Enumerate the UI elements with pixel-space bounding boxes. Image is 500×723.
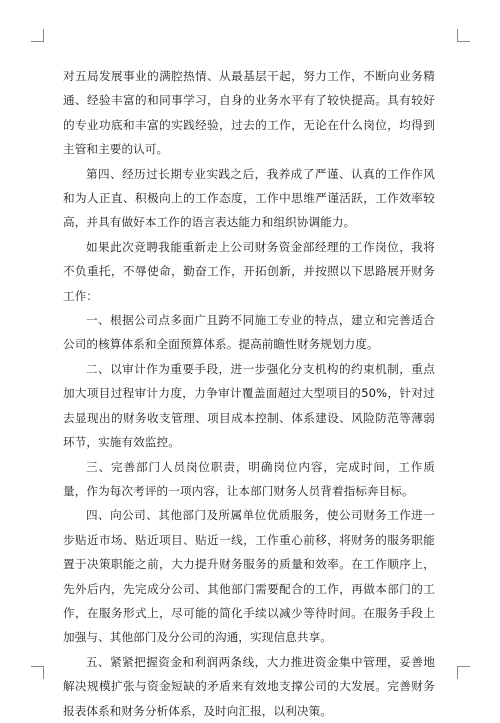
paragraph-fourth-point: 第四、经历过长期专业实践之后，我养成了严谨、认真的工作作风和为人正直、积极向上的工作态度，工作中思维严谨活跃，工作效率较高，并具有做好本工作的语言表达能力和组织协调能力。 xyxy=(63,166,435,230)
paragraph-continuation: 对五局发展事业的满腔热情、从最基层干起，努力工作，不断向业务精通、经验丰富的和同事学习，自身的业务水平有了较快提高。具有较好的专业功底和丰富的实践经验，过去的工作，无论在什么岗位，均得到主管和主要的认可。 xyxy=(63,69,435,157)
crop-mark-bottom-right xyxy=(457,666,470,679)
paragraph-intro-plan: 如果此次竞聘我能重新走上公司财务资金部经理的工作岗位，我将不负重托，不辱使命，勤奋工作，开拓创新，并按照以下思路展开财务工作： xyxy=(63,239,435,303)
crop-mark-top-left xyxy=(31,29,44,42)
document-body xyxy=(63,64,435,723)
paragraph-plan-1: 一、根据公司点多面广且跨不同施工专业的特点，建立和完善适合公司的核算体系和全面预算体系。提高前瞻性财务规划力度。 xyxy=(63,313,435,352)
paragraph-plan-2: 二、以审计作为重要手段，进一步强化分支机构的约束机制，重点加大项目过程审计力度，力争审计覆盖面超过大型项目的50%，针对过去显现出的财务收支管理、项目成本控制、体系建设、风险防范等薄弱环节，实施有效监控。 xyxy=(63,361,435,450)
paragraph-plan-5: 五、紧紧把握资金和利润两条线，大力推进资金集中管理，妥善地解决规模扩张与资金短缺的矛盾来有效地支撑公司的大发展。完善财务报表体系和财务分析体系，及时向汇报，以利决策。 xyxy=(63,654,435,718)
crop-mark-top-right xyxy=(457,29,470,42)
crop-mark-bottom-left xyxy=(31,666,44,679)
paragraph-plan-3: 三、完善部门人员岗位职责，明确岗位内容，完成时间，工作质量，作为每次考评的一项内容，让本部门财务人员背着指标奔目标。 xyxy=(63,459,435,498)
paragraph-plan-4: 四、向公司、其他部门及所属单位优质服务，使公司财务工作进一步贴近市场、贴近项目、贴近一线，工作重心前移，将财务的服务职能置于决策职能之前，大力提升财务服务的质量和效率。在工作顺序上，先外后内，先完成分公司、其他部门需要配合的工作，再做本部门的工作，在服务形式上，尽可能的简化手续以减少等待时间。在服务手段上加强与、其他部门及分公司的沟通，实现信息共享。 xyxy=(63,508,435,645)
